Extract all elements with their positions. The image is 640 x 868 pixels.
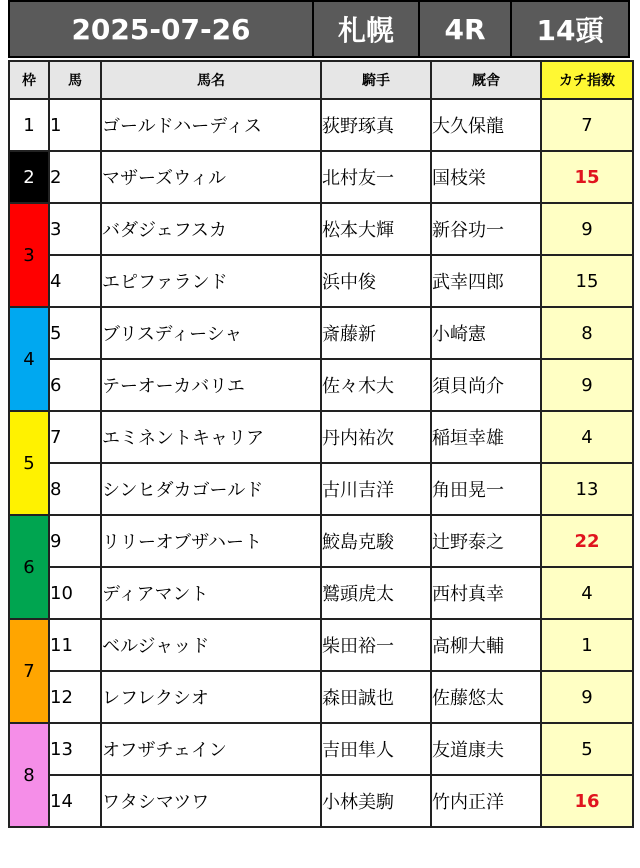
trainer-name: 須貝尚介 xyxy=(431,359,541,411)
horse-number: 8 xyxy=(49,463,101,515)
kachi-index: 9 xyxy=(541,203,633,255)
kachi-index: 9 xyxy=(541,671,633,723)
horse-number: 9 xyxy=(49,515,101,567)
trainer-name: 辻野泰之 xyxy=(431,515,541,567)
jockey-name: 丹内祐次 xyxy=(321,411,431,463)
jockey-name: 浜中俊 xyxy=(321,255,431,307)
waku-cell: 5 xyxy=(9,411,49,515)
kachi-index: 8 xyxy=(541,307,633,359)
table-row xyxy=(9,411,633,463)
kachi-index: 4 xyxy=(541,411,633,463)
col-header-name: 馬名 xyxy=(101,61,321,99)
race-date: 2025-07-26 xyxy=(10,2,314,56)
jockey-name: 北村友一 xyxy=(321,151,431,203)
table-row xyxy=(9,619,633,671)
waku-cell: 4 xyxy=(9,307,49,411)
jockey-name: 佐々木大 xyxy=(321,359,431,411)
col-header-kachi: カチ指数 xyxy=(541,61,633,99)
runner-count: 14頭 xyxy=(536,14,604,47)
race-header xyxy=(8,0,630,58)
trainer-name: 高柳大輔 xyxy=(431,619,541,671)
horse-name: ゴールドハーディス xyxy=(101,99,321,151)
horse-number: 3 xyxy=(49,203,101,255)
horse-name: ベルジャッド xyxy=(101,619,321,671)
horse-name: レフレクシオ xyxy=(101,671,321,723)
col-header-uma: 馬 xyxy=(49,61,101,99)
table-header-row xyxy=(9,61,633,99)
horse-number: 11 xyxy=(49,619,101,671)
jockey-name: 森田誠也 xyxy=(321,671,431,723)
horse-name: バダジェフスカ xyxy=(101,203,321,255)
jockey-name: 鮫島克駿 xyxy=(321,515,431,567)
trainer-name: 小崎憲 xyxy=(431,307,541,359)
horse-number: 14 xyxy=(49,775,101,827)
waku-cell: 2 xyxy=(9,151,49,203)
kachi-index: 9 xyxy=(541,359,633,411)
horse-name: マザーズウィル xyxy=(101,151,321,203)
horse-name: オフザチェイン xyxy=(101,723,321,775)
table-row xyxy=(9,99,633,151)
table-row xyxy=(9,723,633,775)
table-row xyxy=(9,255,633,307)
race-number: 4R xyxy=(420,2,512,56)
horse-number: 6 xyxy=(49,359,101,411)
horse-number: 2 xyxy=(49,151,101,203)
horse-name: シンヒダカゴールド xyxy=(101,463,321,515)
waku-cell: 1 xyxy=(9,99,49,151)
trainer-name: 友道康夫 xyxy=(431,723,541,775)
horse-name: ワタシマツワ xyxy=(101,775,321,827)
table-row xyxy=(9,359,633,411)
jockey-name: 古川吉洋 xyxy=(321,463,431,515)
col-header-waku: 枠 xyxy=(9,61,49,99)
jockey-name: 小林美駒 xyxy=(321,775,431,827)
entry-table xyxy=(8,60,634,828)
horse-name: テーオーカバリエ xyxy=(101,359,321,411)
trainer-name: 佐藤悠太 xyxy=(431,671,541,723)
trainer-name: 大久保龍 xyxy=(431,99,541,151)
col-header-trainer: 厩舎 xyxy=(431,61,541,99)
horse-name: リリーオブザハート xyxy=(101,515,321,567)
jockey-name: 松本大輝 xyxy=(321,203,431,255)
kachi-index: 15 xyxy=(541,255,633,307)
table-row xyxy=(9,307,633,359)
jockey-name: 荻野琢真 xyxy=(321,99,431,151)
trainer-name: 武幸四郎 xyxy=(431,255,541,307)
trainer-name: 角田晃一 xyxy=(431,463,541,515)
kachi-index: 16 xyxy=(541,775,633,827)
trainer-name: 西村真幸 xyxy=(431,567,541,619)
waku-cell: 8 xyxy=(9,723,49,827)
race-venue: 札幌 xyxy=(314,2,420,56)
horse-number: 7 xyxy=(49,411,101,463)
kachi-index: 15 xyxy=(541,151,633,203)
table-row xyxy=(9,203,633,255)
horse-name: ブリスディーシャ xyxy=(101,307,321,359)
kachi-index: 4 xyxy=(541,567,633,619)
waku-cell: 6 xyxy=(9,515,49,619)
jockey-name: 鷲頭虎太 xyxy=(321,567,431,619)
table-row xyxy=(9,463,633,515)
waku-cell: 7 xyxy=(9,619,49,723)
table-row xyxy=(9,151,633,203)
jockey-name: 吉田隼人 xyxy=(321,723,431,775)
horse-name: エピファランド xyxy=(101,255,321,307)
horse-number: 4 xyxy=(49,255,101,307)
horse-number: 13 xyxy=(49,723,101,775)
horse-name: ディアマント xyxy=(101,567,321,619)
horse-number: 12 xyxy=(49,671,101,723)
trainer-name: 新谷功一 xyxy=(431,203,541,255)
trainer-name: 竹内正洋 xyxy=(431,775,541,827)
horse-name: エミネントキャリア xyxy=(101,411,321,463)
horse-number: 5 xyxy=(49,307,101,359)
kachi-index: 1 xyxy=(541,619,633,671)
horse-number: 1 xyxy=(49,99,101,151)
kachi-index: 7 xyxy=(541,99,633,151)
kachi-index: 13 xyxy=(541,463,633,515)
table-row xyxy=(9,671,633,723)
table-row xyxy=(9,567,633,619)
kachi-index: 22 xyxy=(541,515,633,567)
kachi-index: 5 xyxy=(541,723,633,775)
jockey-name: 斎藤新 xyxy=(321,307,431,359)
table-row xyxy=(9,515,633,567)
horse-number: 10 xyxy=(49,567,101,619)
col-header-jockey: 騎手 xyxy=(321,61,431,99)
waku-cell: 3 xyxy=(9,203,49,307)
table-row xyxy=(9,775,633,827)
trainer-name: 国枝栄 xyxy=(431,151,541,203)
entry-rows xyxy=(9,99,633,827)
trainer-name: 稲垣幸雄 xyxy=(431,411,541,463)
jockey-name: 柴田裕一 xyxy=(321,619,431,671)
